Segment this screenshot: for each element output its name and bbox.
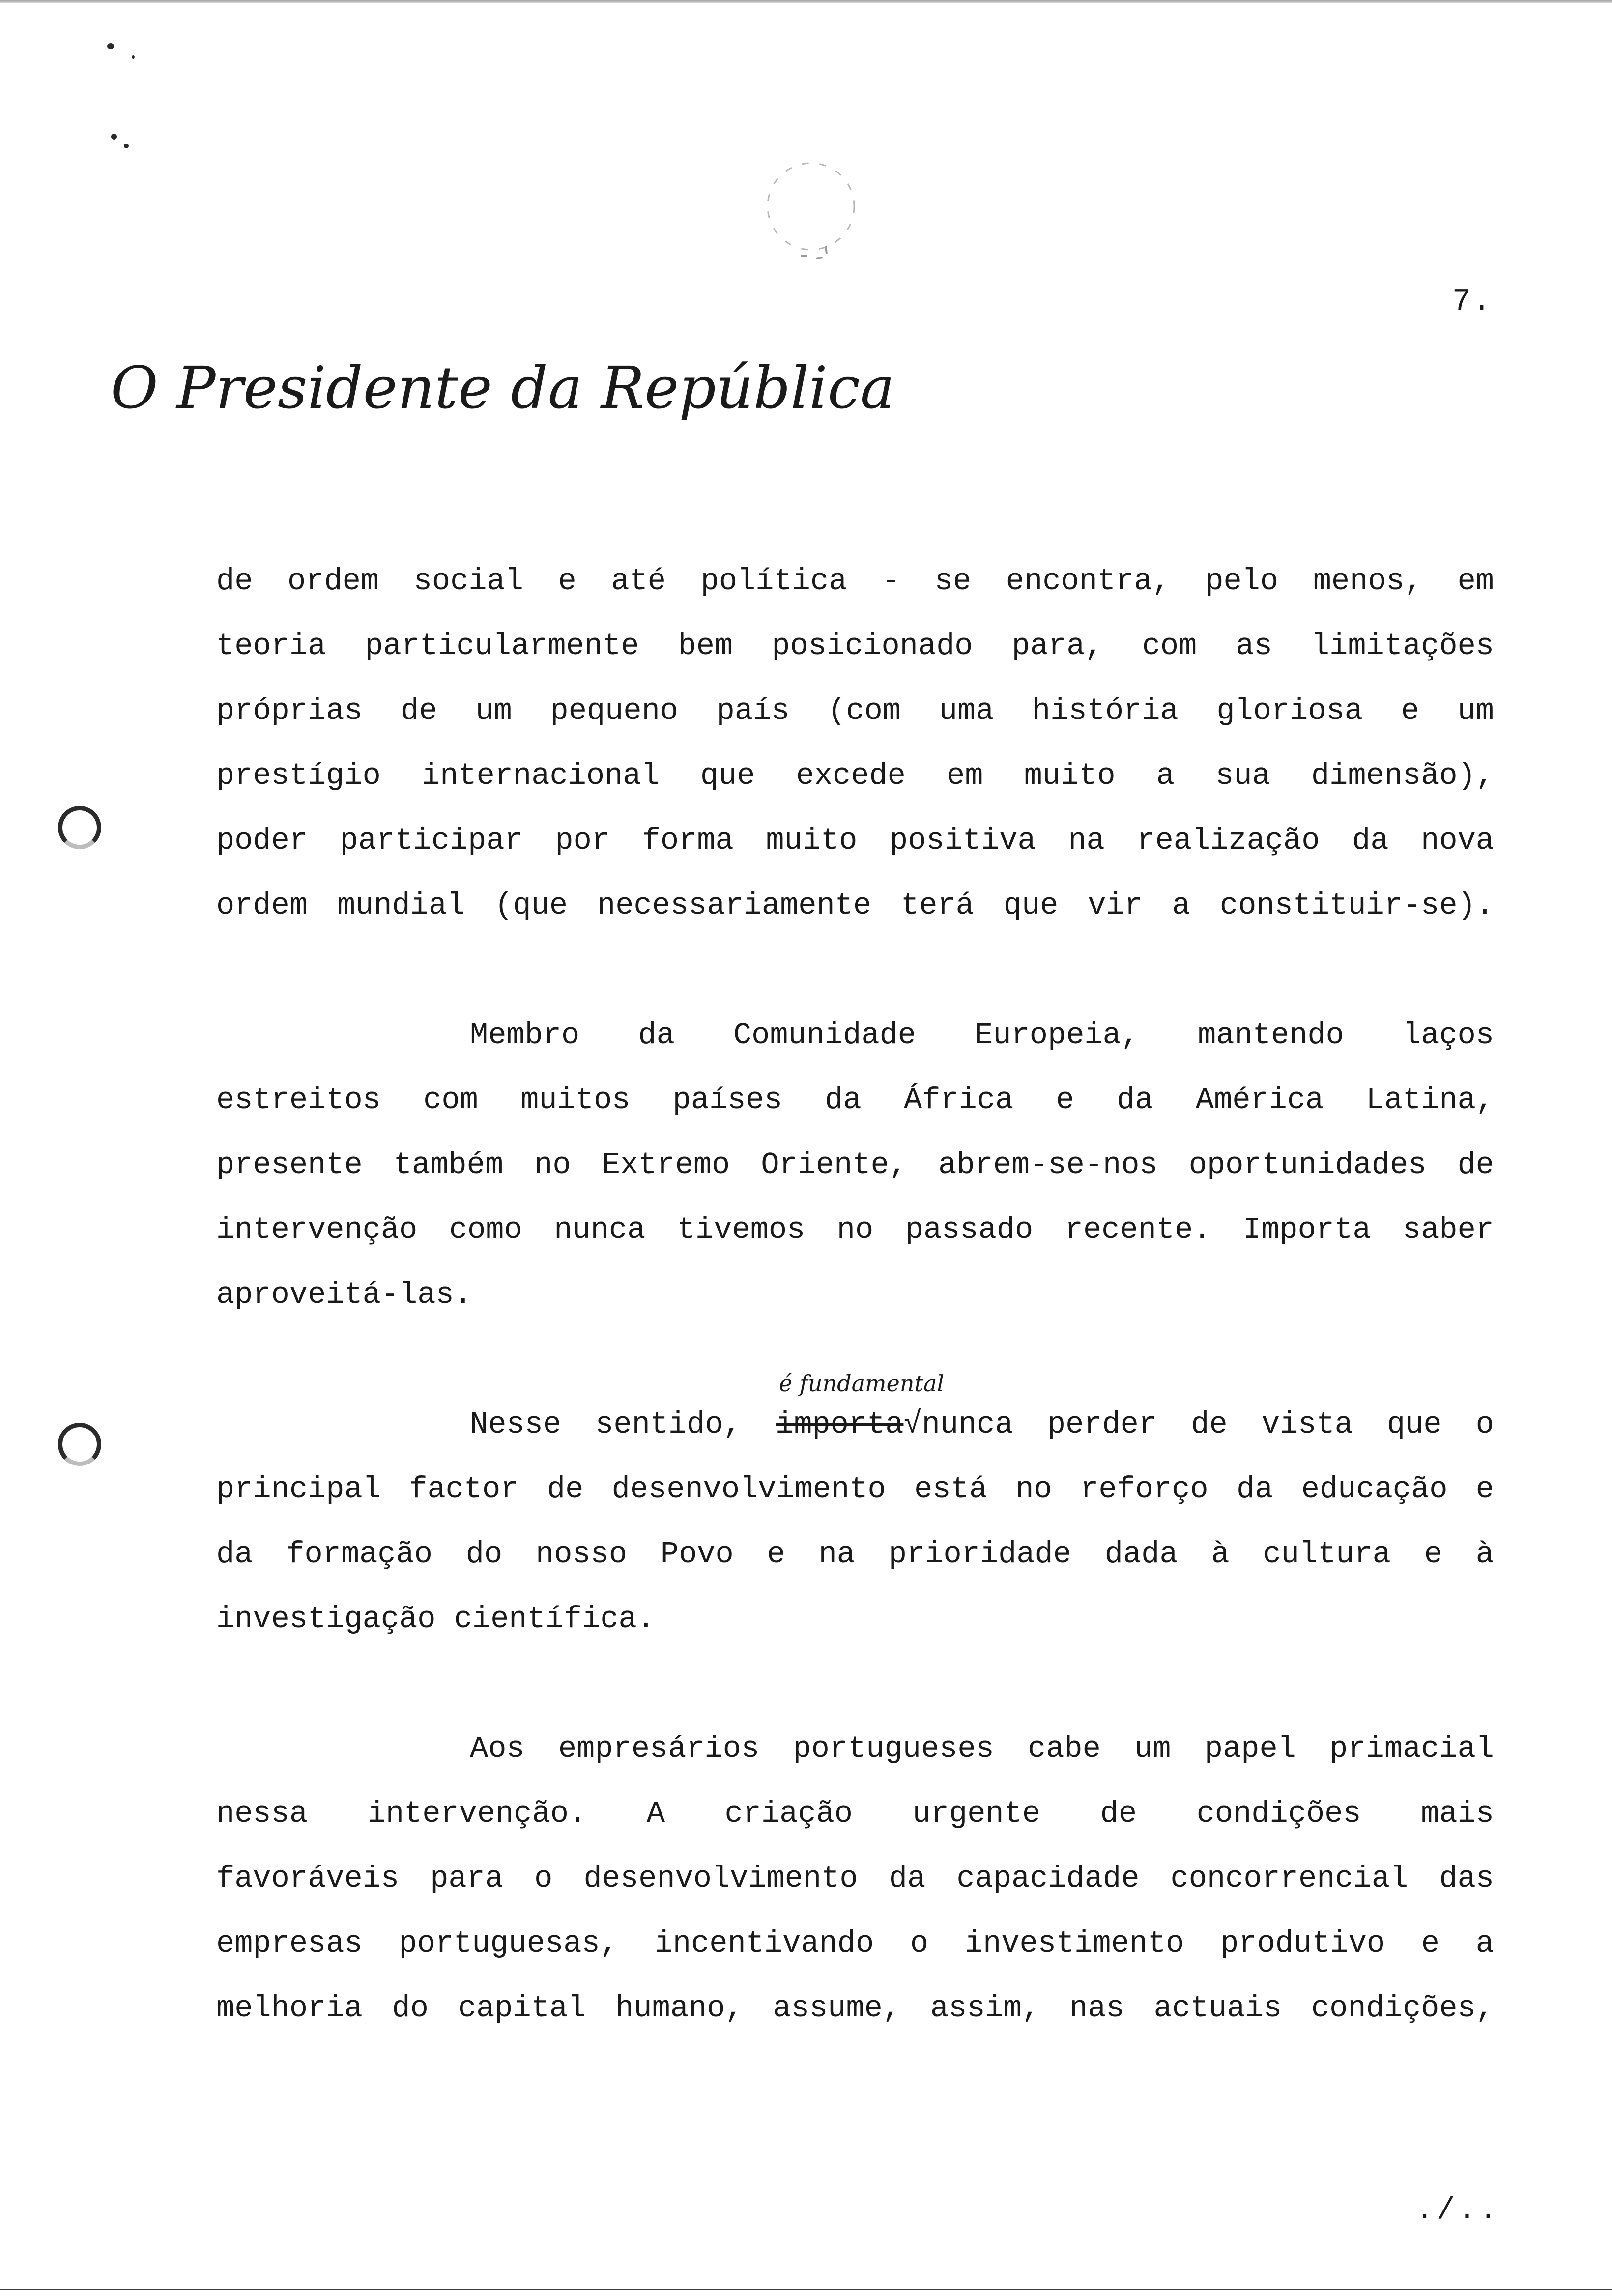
text-line: Aos empresários portugueses cabe um papel primacial xyxy=(470,1731,1494,1766)
letterhead-script xyxy=(106,344,895,437)
text-line: próprias de um pequeno país (com uma história gloriosa e um xyxy=(216,693,1494,728)
paragraph-gap xyxy=(216,1668,1494,1733)
text-line: principal factor de desenvolvimento está no reforço da educação e xyxy=(216,1472,1494,1507)
letterhead-text: O Presidente da República xyxy=(111,354,895,422)
faint-stamp-mark xyxy=(747,143,875,270)
text-segment: Nesse sentido, xyxy=(470,1407,776,1442)
text-line xyxy=(216,1408,1494,1441)
text-line: da formação do nosso Povo e na prioridade dada à cultura e à xyxy=(216,1537,1494,1572)
scan-speck xyxy=(132,55,135,59)
continuation-mark: ./.. xyxy=(1415,2193,1500,2228)
punch-hole xyxy=(58,1423,101,1466)
edited-line-wrapper xyxy=(216,1370,1494,1442)
paragraph xyxy=(216,1019,1494,1311)
scan-speck xyxy=(107,43,114,49)
text-line: nessa intervenção. A criação urgente de condições mais xyxy=(216,1796,1494,1831)
text-line: ordem mundial (que necessariamente terá que vir a constituir-se). xyxy=(216,888,1494,923)
letterhead xyxy=(106,344,895,437)
text-line: teoria particularmente bem posicionado para, com as limitações xyxy=(216,629,1494,663)
text-line: intervenção como nunca tivemos no passado recente. Importa saber xyxy=(216,1212,1494,1247)
text-line: prestígio internacional que excede em muito a sua dimensão), xyxy=(216,758,1494,793)
scan-speck xyxy=(124,144,129,148)
handwritten-insertion: é fundamental xyxy=(779,1370,945,1397)
text-line: estreitos com muitos países da África e da América Latina, xyxy=(216,1083,1494,1118)
paragraph-gap xyxy=(216,954,1494,1019)
struck-word: importa xyxy=(776,1407,904,1442)
text-line: melhoria do capital humano, assume, assim, nas actuais condições, xyxy=(216,1991,1494,2026)
text-line: favoráveis para o desenvolvimento da capacidade concorrencial das xyxy=(216,1861,1494,1896)
text-line: investigação científica. xyxy=(216,1602,655,1636)
scan-top-edge xyxy=(0,0,1612,3)
text-line: empresas portuguesas, incentivando o investimento produtivo e a xyxy=(216,1926,1494,1961)
text-line: poder participar por forma muito positiva na realização da nova xyxy=(216,823,1494,858)
letter-body xyxy=(216,565,1494,2057)
text-line: de ordem social e até política - se encontra, pelo menos, em xyxy=(216,564,1494,599)
page-number: 7. xyxy=(1452,284,1493,319)
insertion-caret: √ xyxy=(903,1407,922,1442)
text-segment: nunca perder de vista que o xyxy=(921,1407,1494,1442)
text-line: presente também no Extremo Oriente, abrem-se-nos oportunidades de xyxy=(216,1148,1494,1182)
paragraph xyxy=(216,1370,1494,1636)
text-line: aproveitá-las. xyxy=(216,1277,472,1312)
punch-hole xyxy=(58,806,101,849)
scan-bottom-edge xyxy=(0,2289,1612,2290)
paragraph xyxy=(216,565,1494,922)
text-line: Membro da Comunidade Europeia, mantendo laços xyxy=(470,1018,1494,1053)
scan-speck xyxy=(111,134,117,140)
paragraph xyxy=(216,1733,1494,2025)
